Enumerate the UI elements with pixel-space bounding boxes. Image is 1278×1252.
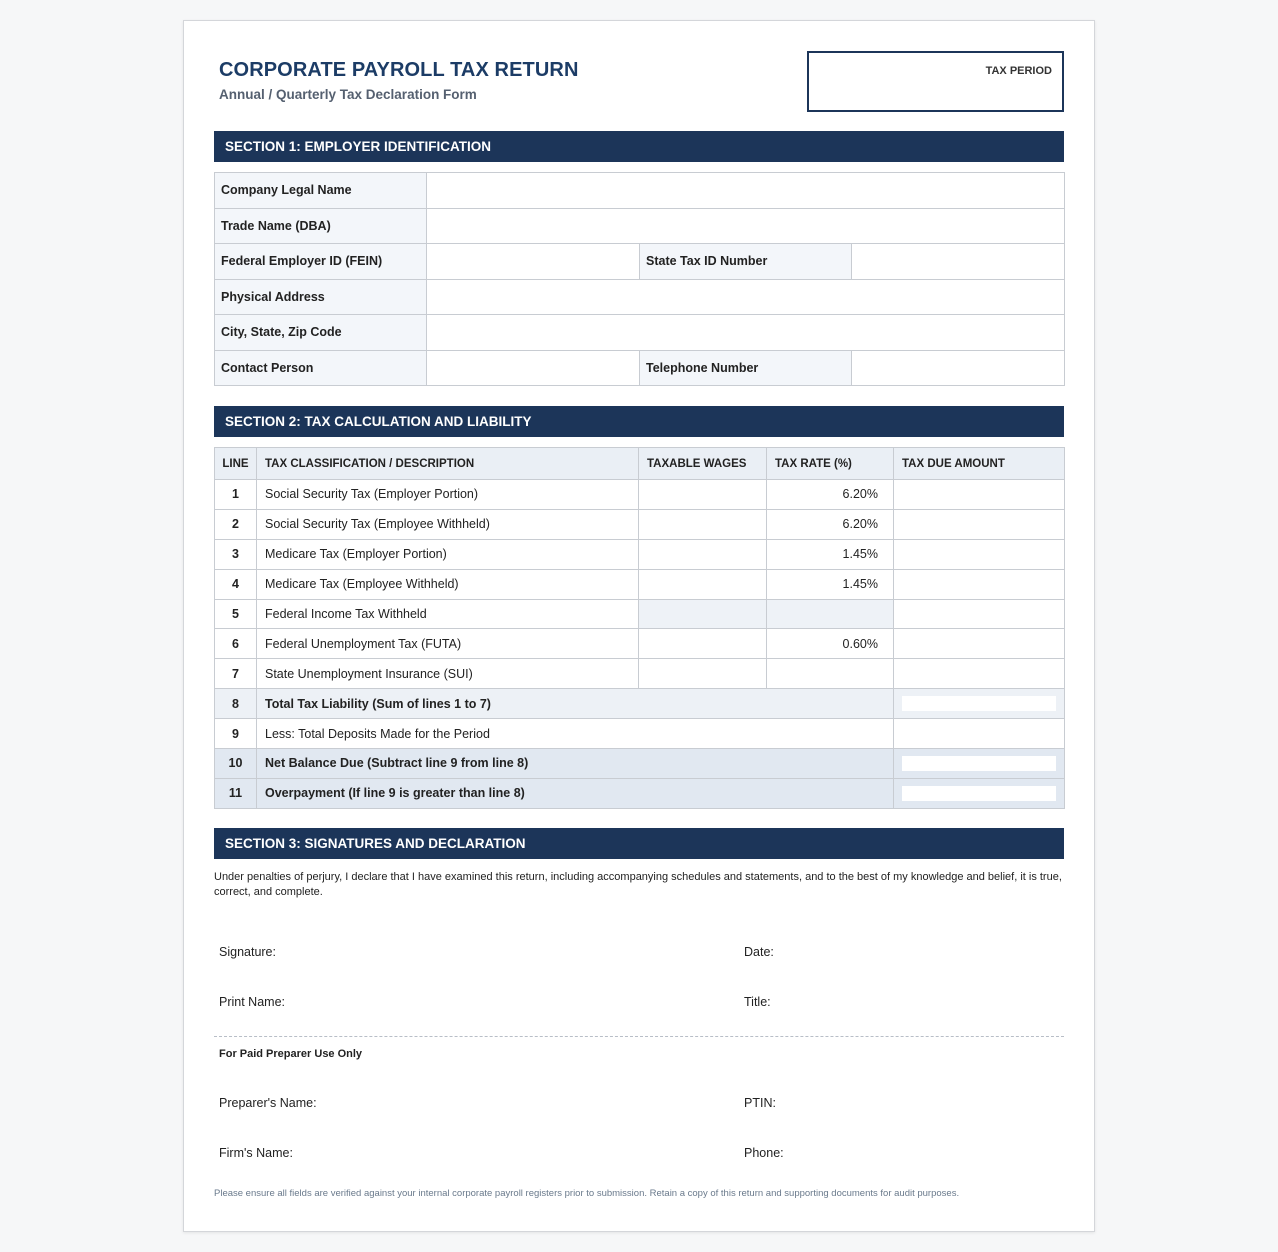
table-row	[215, 509, 1065, 539]
company-legal-name-label: Company Legal Name	[215, 173, 427, 209]
tax-rate-field[interactable]	[767, 659, 894, 689]
tax-due-field[interactable]	[894, 480, 1065, 510]
tax-period-box[interactable]	[807, 51, 1064, 112]
taxable-wages-disabled	[639, 599, 767, 629]
table-row	[215, 659, 1065, 689]
section-1-header: SECTION 1: EMPLOYER IDENTIFICATION	[214, 131, 1064, 162]
col-header-due: TAX DUE AMOUNT	[894, 448, 1065, 480]
tax-rate: 6.20%	[767, 509, 894, 539]
table-row	[215, 629, 1065, 659]
divider	[214, 1036, 1064, 1037]
physical-address-field[interactable]	[427, 279, 1065, 315]
tax-calculation-table	[214, 447, 1065, 809]
net-balance-field[interactable]	[902, 756, 1056, 771]
tax-due-field[interactable]	[894, 659, 1065, 689]
tax-due-field[interactable]	[894, 509, 1065, 539]
form-title: CORPORATE PAYROLL TAX RETURN	[219, 59, 579, 81]
telephone-label: Telephone Number	[640, 350, 852, 386]
col-header-wages: TAXABLE WAGES	[639, 448, 767, 480]
col-header-line: LINE	[215, 448, 257, 480]
tax-rate: 6.20%	[767, 480, 894, 510]
line-number: 4	[215, 569, 257, 599]
telephone-field[interactable]	[852, 350, 1065, 386]
line-number: 9	[215, 719, 257, 749]
tax-rate: 0.60%	[767, 629, 894, 659]
line-description: Less: Total Deposits Made for the Period	[257, 719, 894, 749]
tax-rate: 1.45%	[767, 569, 894, 599]
line-number: 6	[215, 629, 257, 659]
declaration-text: Under penalties of perjury, I declare that I have examined this return, including accompanying schedules and statements, and to the best of my knowledge and belief, it is true, correct, and complete.	[214, 871, 1062, 898]
overpayment-field[interactable]	[902, 786, 1056, 801]
tax-due-field[interactable]	[894, 539, 1065, 569]
fein-field[interactable]	[427, 244, 640, 280]
taxable-wages-field[interactable]	[639, 480, 767, 510]
tax-period-label: TAX PERIOD	[985, 65, 1052, 77]
overpayment-cell	[894, 778, 1065, 808]
line-number: 3	[215, 539, 257, 569]
form-subtitle: Annual / Quarterly Tax Declaration Form	[219, 87, 477, 102]
city-state-zip-field[interactable]	[427, 315, 1065, 351]
line-description: State Unemployment Insurance (SUI)	[257, 659, 639, 689]
company-legal-name-field[interactable]	[427, 173, 1065, 209]
table-row	[215, 599, 1065, 629]
deposits-row	[215, 719, 1065, 749]
line-number: 11	[215, 778, 257, 808]
total-liability-cell	[894, 689, 1065, 719]
line-number: 5	[215, 599, 257, 629]
taxable-wages-field[interactable]	[639, 659, 767, 689]
line-description: Federal Income Tax Withheld	[257, 599, 639, 629]
title-field[interactable]: Title:	[744, 995, 771, 1009]
section-2-header: SECTION 2: TAX CALCULATION AND LIABILITY	[214, 406, 1064, 437]
employer-id-table	[214, 172, 1065, 386]
tax-rate: 1.45%	[767, 539, 894, 569]
tax-due-field[interactable]	[894, 599, 1065, 629]
line-description: Medicare Tax (Employee Withheld)	[257, 569, 639, 599]
table-row	[215, 569, 1065, 599]
line-description: Social Security Tax (Employee Withheld)	[257, 509, 639, 539]
section-3-header: SECTION 3: SIGNATURES AND DECLARATION	[214, 828, 1064, 859]
state-tax-id-label: State Tax ID Number	[640, 244, 852, 280]
net-balance-cell	[894, 749, 1065, 779]
taxable-wages-field[interactable]	[639, 539, 767, 569]
line-description: Net Balance Due (Subtract line 9 from line 8)	[257, 749, 894, 779]
line-number: 8	[215, 689, 257, 719]
line-description: Social Security Tax (Employer Portion)	[257, 480, 639, 510]
net-balance-row	[215, 749, 1065, 779]
city-state-zip-label: City, State, Zip Code	[215, 315, 427, 351]
table-row	[215, 480, 1065, 510]
phone-field[interactable]: Phone:	[744, 1146, 784, 1160]
firm-name-field[interactable]: Firm's Name:	[219, 1146, 293, 1160]
col-header-description: TAX CLASSIFICATION / DESCRIPTION	[257, 448, 639, 480]
tax-due-field[interactable]	[894, 629, 1065, 659]
total-liability-field[interactable]	[902, 696, 1056, 711]
date-field[interactable]: Date:	[744, 945, 774, 959]
contact-person-label: Contact Person	[215, 350, 427, 386]
preparer-name-field[interactable]: Preparer's Name:	[219, 1096, 317, 1110]
line-description: Federal Unemployment Tax (FUTA)	[257, 629, 639, 659]
ptin-field[interactable]: PTIN:	[744, 1096, 776, 1110]
tax-due-field[interactable]	[894, 569, 1065, 599]
taxable-wages-field[interactable]	[639, 509, 767, 539]
contact-person-field[interactable]	[427, 350, 640, 386]
taxable-wages-field[interactable]	[639, 569, 767, 599]
trade-name-label: Trade Name (DBA)	[215, 208, 427, 244]
form-page	[183, 20, 1095, 1232]
table-row	[215, 539, 1065, 569]
print-name-field[interactable]: Print Name:	[219, 995, 285, 1009]
physical-address-label: Physical Address	[215, 279, 427, 315]
line-description: Overpayment (If line 9 is greater than line 8)	[257, 778, 894, 808]
line-description: Medicare Tax (Employer Portion)	[257, 539, 639, 569]
line-number: 2	[215, 509, 257, 539]
line-description: Total Tax Liability (Sum of lines 1 to 7)	[257, 689, 894, 719]
col-header-rate: TAX RATE (%)	[767, 448, 894, 480]
overpayment-row	[215, 778, 1065, 808]
taxable-wages-field[interactable]	[639, 629, 767, 659]
preparer-heading: For Paid Preparer Use Only	[219, 1048, 363, 1060]
footer-note: Please ensure all fields are verified against your internal corporate payroll registers prior to submission. Retain a copy of this return and supporting documents for audit purposes.	[214, 1188, 960, 1199]
total-liability-row	[215, 689, 1065, 719]
state-tax-id-field[interactable]	[852, 244, 1065, 280]
line-number: 1	[215, 480, 257, 510]
line-number: 10	[215, 749, 257, 779]
line-number: 7	[215, 659, 257, 689]
fein-label: Federal Employer ID (FEIN)	[215, 244, 427, 280]
signature-field[interactable]: Signature:	[219, 945, 276, 959]
deposits-field[interactable]	[894, 719, 1065, 749]
tax-rate-disabled	[767, 599, 894, 629]
trade-name-field[interactable]	[427, 208, 1065, 244]
